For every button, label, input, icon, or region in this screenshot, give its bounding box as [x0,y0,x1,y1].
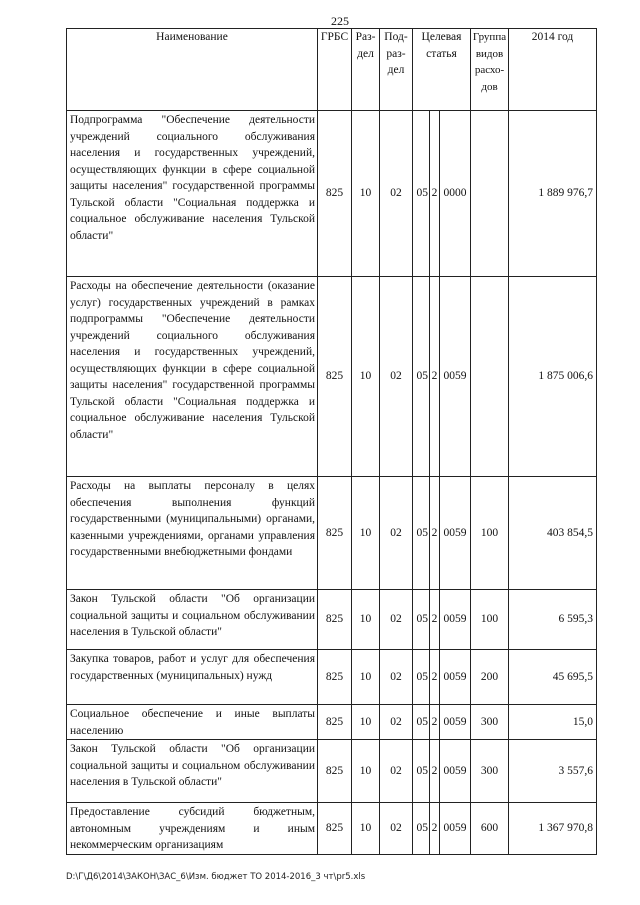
row-grbs-cell: 825 [318,111,352,277]
row-podrazdel-cell: 02 [380,740,413,803]
row-target-direction-cell: 0059 [440,740,471,803]
row-podrazdel-cell: 02 [380,705,413,740]
row-target-program-cell: 05 [413,650,430,705]
row-amount-cell: 45 695,5 [509,650,597,705]
row-grbs-cell: 825 [318,477,352,590]
table-body [67,111,597,855]
table-row [67,277,597,477]
row-target-direction-cell: 0059 [440,590,471,650]
row-expense-group-cell: 100 [471,590,509,650]
row-razdel-cell: 10 [352,111,380,277]
header-year-2014: 2014 год [509,29,597,111]
row-target-direction-cell: 0000 [440,111,471,277]
row-expense-group-cell [471,111,509,277]
table-row [67,803,597,855]
row-target-subprogram-cell: 2 [430,650,440,705]
row-expense-group-cell: 300 [471,705,509,740]
row-razdel-cell: 10 [352,705,380,740]
row-name-cell: Расходы на обеспечение деятельности (оказание услуг) государственных учреждений в рамках подпрограммы "Обеспечение деятельности учреждений социального обслуживания населения и государственных учреждений, осуществляющих функции в сфере социальной защиты населения" государственной программы Тульской области "Социальная поддержка и социальное обслуживание населения Тульской области" [67,277,318,477]
row-podrazdel-cell: 02 [380,803,413,855]
row-amount-cell: 3 557,6 [509,740,597,803]
row-target-direction-cell: 0059 [440,477,471,590]
table-row [67,111,597,277]
row-name-cell: Предоставление субсидий бюджетным, автономным учреждениям и иным некоммерческим организациям [67,803,318,855]
table-row [67,740,597,803]
budget-table [66,28,597,855]
row-grbs-cell: 825 [318,277,352,477]
header-expense-group: Группа видов расхо- дов [471,29,509,111]
row-razdel-cell: 10 [352,803,380,855]
row-grbs-cell: 825 [318,705,352,740]
row-podrazdel-cell: 02 [380,650,413,705]
row-podrazdel-cell: 02 [380,477,413,590]
row-target-subprogram-cell: 2 [430,111,440,277]
row-target-subprogram-cell: 2 [430,705,440,740]
table-row [67,590,597,650]
row-grbs-cell: 825 [318,590,352,650]
row-amount-cell: 15,0 [509,705,597,740]
row-target-program-cell: 05 [413,477,430,590]
row-target-program-cell: 05 [413,590,430,650]
table-row [67,650,597,705]
row-amount-cell: 1 889 976,7 [509,111,597,277]
row-expense-group-cell: 600 [471,803,509,855]
row-razdel-cell: 10 [352,590,380,650]
row-target-subprogram-cell: 2 [430,477,440,590]
row-target-subprogram-cell: 2 [430,277,440,477]
header-razdel: Раз- дел [352,29,380,111]
row-podrazdel-cell: 02 [380,590,413,650]
row-razdel-cell: 10 [352,650,380,705]
header-target-article: Целевая статья [413,29,471,111]
row-expense-group-cell [471,277,509,477]
header-name: Наименование [67,29,318,111]
row-target-program-cell: 05 [413,705,430,740]
table-row [67,477,597,590]
row-razdel-cell: 10 [352,477,380,590]
row-amount-cell: 403 854,5 [509,477,597,590]
row-name-cell: Закупка товаров, работ и услуг для обеспечения государственных (муниципальных) нужд [67,650,318,705]
row-target-program-cell: 05 [413,277,430,477]
row-amount-cell: 6 595,3 [509,590,597,650]
page-number: 225 [331,14,349,28]
row-target-subprogram-cell: 2 [430,803,440,855]
row-amount-cell: 1 875 006,6 [509,277,597,477]
row-grbs-cell: 825 [318,803,352,855]
row-target-program-cell: 05 [413,740,430,803]
header-grbs: ГРБС [318,29,352,111]
row-razdel-cell: 10 [352,740,380,803]
row-target-direction-cell: 0059 [440,705,471,740]
row-amount-cell: 1 367 970,8 [509,803,597,855]
row-name-cell: Закон Тульской области "Об организации социальной защиты и социальном обслуживании населения в Тульской области" [67,590,318,650]
row-expense-group-cell: 100 [471,477,509,590]
row-expense-group-cell: 300 [471,740,509,803]
row-name-cell: Социальное обеспечение и иные выплаты населению [67,705,318,740]
row-target-program-cell: 05 [413,803,430,855]
header-podrazdel: Под- раз- дел [380,29,413,111]
row-target-subprogram-cell: 2 [430,740,440,803]
row-target-direction-cell: 0059 [440,277,471,477]
file-path-footer: D:\Г\Д6\2014\ЗАКОН\ЗАС_6\Изм. бюджет ТО 2014-2016_3 чт\pr5.xls [66,872,366,882]
row-podrazdel-cell: 02 [380,277,413,477]
row-grbs-cell: 825 [318,650,352,705]
table-header-row [67,29,597,111]
row-podrazdel-cell: 02 [380,111,413,277]
table-row [67,705,597,740]
row-name-cell: Закон Тульской области "Об организации социальной защиты и социальном обслуживании населения в Тульской области" [67,740,318,803]
row-target-program-cell: 05 [413,111,430,277]
row-expense-group-cell: 200 [471,650,509,705]
row-name-cell: Расходы на выплаты персоналу в целях обеспечения выполнения функций государственными (муниципальными) органами, казенными учреждениями, органами управления государственными внебюджетными фондами [67,477,318,590]
row-target-direction-cell: 0059 [440,650,471,705]
row-razdel-cell: 10 [352,277,380,477]
row-name-cell: Подпрограмма "Обеспечение деятельности учреждений социального обслуживания населения и государственных учреждений, осуществляющих функции в сфере социальной защиты населения" государственной программы Тульской области "Социальная поддержка и социальное обслуживание населения Тульской области" [67,111,318,277]
row-target-subprogram-cell: 2 [430,590,440,650]
row-target-direction-cell: 0059 [440,803,471,855]
row-grbs-cell: 825 [318,740,352,803]
